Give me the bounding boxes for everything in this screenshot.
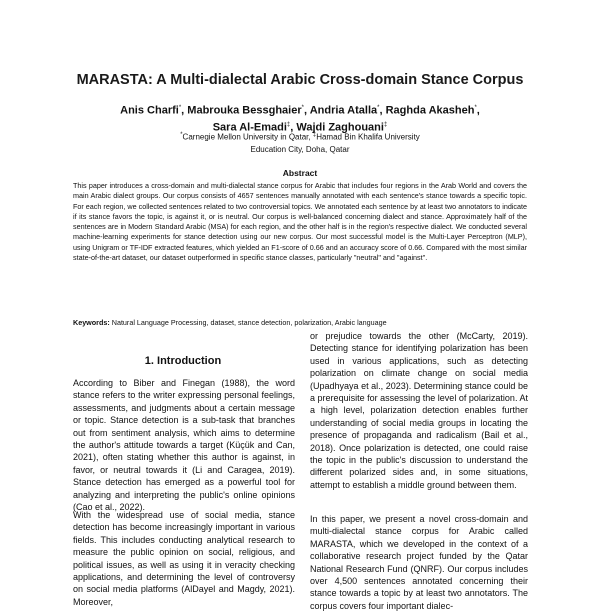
affiliations (100, 129, 500, 156)
affiliation-mark: ‡ (383, 121, 388, 128)
author-name: Mabrouka Bessghaier (187, 104, 302, 117)
paper-title: MARASTA: A Multi-dialectal Arabic Cross-domain Stance Corpus (76, 72, 524, 88)
author-name: Andria Atalla (309, 104, 378, 117)
keywords-label: Keywords: (73, 318, 110, 327)
author-name: Wajdi Zaghouani (296, 121, 384, 134)
authors-line-1: Anis Charfi*, Mabrouka Bessghaier*, Andria Atalla*, Raghda Akasheh*, (120, 104, 480, 117)
section-heading-introduction: 1. Introduction (144, 355, 222, 367)
intro-paragraph-3: or prejudice towards the other (McCarty, 2019). Detecting stance for identifying polarization has been used in various applications, such as detecting polarization on climate change on social media (Upadhyaya et al., 2023). Determining stance could be a prerequisite for assessing the level of polarization. At a high level, polarization detection enables further understanding of social media groups in locating the presence of propaganda and radicalism (Bail et al., 2018). Once polarization is detected, one could raise the topic in the public's discussion to understand the different polarized sides and, in some situations, attempt to establish a middle ground between them. (310, 331, 528, 490)
affiliation-mark: ‡ (286, 121, 291, 128)
affiliation-mark: * (474, 105, 477, 111)
affiliation-mark: * (377, 105, 380, 111)
affiliation-mark: * (178, 105, 182, 111)
keywords (73, 318, 527, 328)
author-name: Anis Charfi (120, 104, 179, 117)
intro-paragraph-4: In this paper, we present a novel cross-domain and multi-dialectal stance corpus for Arabic called MARASTA, which we developed in the context of a collaborative research project funded by the Qatar National Research Fund (QNRF). Our corpus includes over 4,500 sentences annotated concerning their stance towards a topic by at least two annotators. The corpus covers four important dialec- (310, 514, 528, 611)
affiliation-mark: * (301, 105, 304, 111)
abstract-heading: Abstract (282, 168, 318, 178)
abstract-text: This paper introduces a cross-domain and multi-dialectal stance corpus for Arabic that includes four regions in the Arab World and covers the main Arabic dialect groups. Our corpus consists of 4657 sentences manually annotated with each sentence's stance towards a specific topic. For each region, we collected sentences related to two controversial topics. We annotated each sentence by at least two annotators to indicate if its stance favors the topic, is against it, or is neutral. Our corpus is well-balanced concerning dialect and stance. Approximately half of the sentences are in Modern Standard Arabic (MSA) for each region, and the other half is in the region's respective dialect. We conducted several machine-learning experiments for stance detection using our new corpus. Our most successful model is the Multi-Layer Perceptron (MLP), using Unigram or TF-IDF extracted features, which yielded an F1-score of 0.66 and an accuracy score of 0.66. Compared with the most similar state-of-the-art dataset, our dataset outperformed in specific stance classes, particularly "neutral" and "against". (73, 181, 527, 263)
affiliation-line-1: *Carnegie Mellon University in Qatar, ‡Hamad Bin Khalifa University (180, 132, 420, 142)
author-name: Sara Al-Emadi (212, 121, 287, 134)
affiliation-line-2: Education City, Doha, Qatar (250, 144, 350, 154)
intro-paragraph-2: With the widespread use of social media, stance detection has become increasingly important in various fields. This includes conducting analytical research to measure the public opinion on social, religious, and political issues, as well as using it in veracity checking applications, and determining the level of controversy on social media platforms (AlDayel and Magdy, 2021). Moreover, (73, 510, 295, 607)
keywords-text: Natural Language Processing, dataset, stance detection, polarization, Arabic language (111, 318, 387, 327)
author-name: Raghda Akasheh (385, 104, 475, 117)
intro-paragraph-1: According to Biber and Finegan (1988), the word stance refers to the writer expressing personal feelings, assessments, and judgments about a certain message or topic. Stance detection is a sub-task that branches out from sentiment analysis, which aims to determine the author's attitude towards a target (Küçük and Can, 2021), often stating whether this author is against, in favor, or neutral towards it (Li and Caragea, 2019). Stance detection has emerged as a powerful tool for analyzing and interpreting the public's online opinions (Cao et al., 2022). (73, 378, 295, 513)
authors-line-2: Sara Al-Emadi‡, Wajdi Zaghouani‡ (212, 121, 388, 134)
